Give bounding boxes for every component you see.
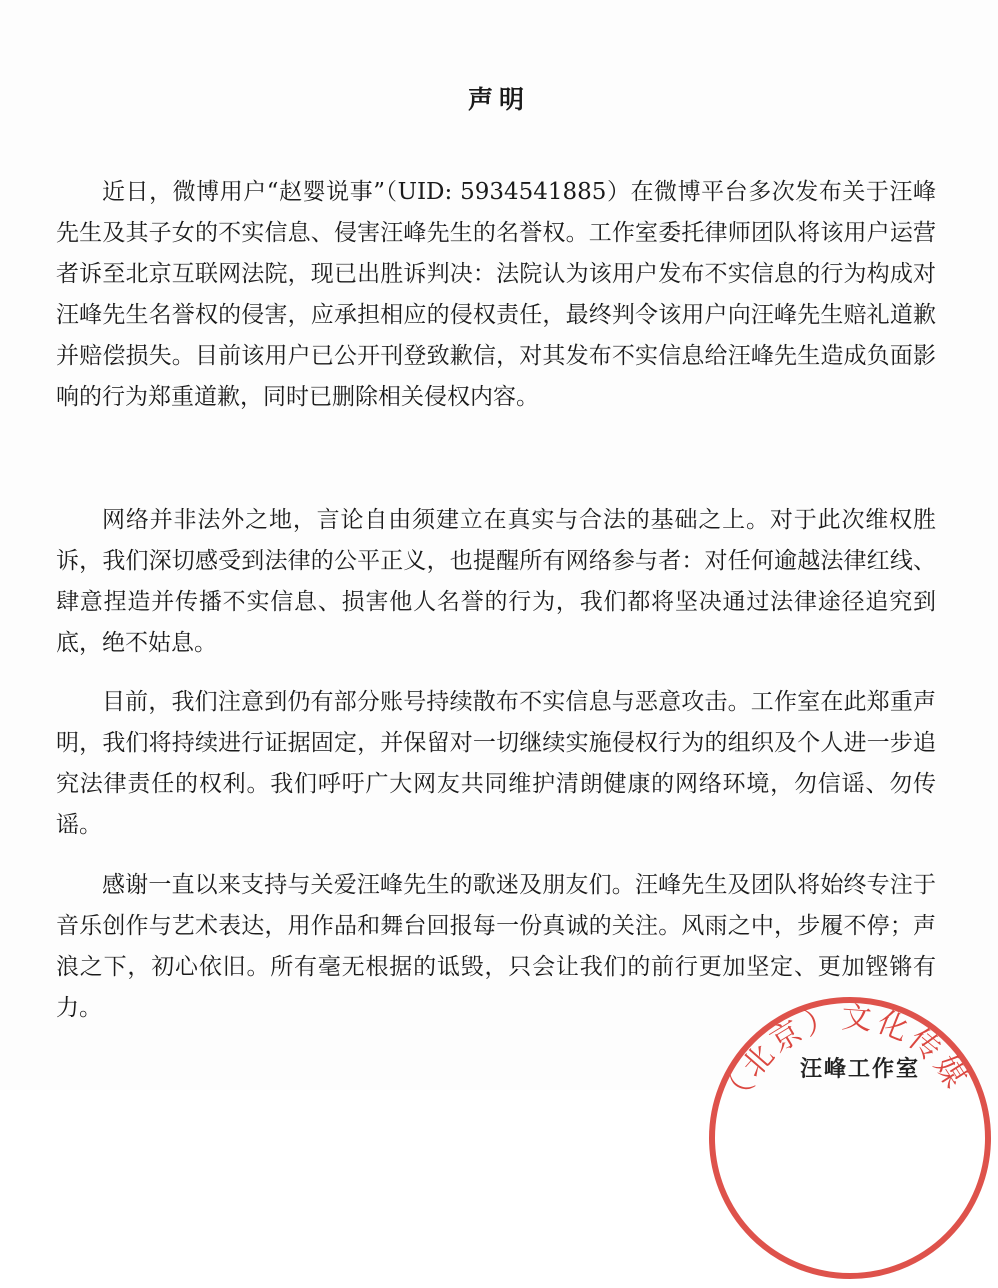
seal-text: （北京）文化传媒 <box>717 1000 975 1114</box>
paragraph-1: 近日，微博用户“赵婴说事”（UID: 5934541885）在微博平台多次发布关于汪峰先生及其子女的不实信息、侵害汪峰先生的名誉权。工作室委托律师团队将该用户运营者诉至北京互联网法院，现已出胜诉判决：法院认为该用户发布不实信息的行为构成对汪峰先生名誉权的侵害，应承担相应的侵权责任，最终判令该用户向汪峰先生赔礼道歉并赔偿损失。目前该用户已公开刊登致歉信，对其发布不实信息给汪峰先生造成负面影响的行为郑重道歉，同时已删除相关侵权内容。 <box>56 179 936 410</box>
paragraph-4: 感谢一直以来支持与关爱汪峰先生的歌迷及朋友们。汪峰先生及团队将始终专注于音乐创作与艺术表达，用作品和舞台回报每一份真诚的关注。风雨之中，步履不停；声浪之下，初心依旧。所有毫无根据的诋毁，只会让我们的前行更加坚定、更加铿锵有力。 <box>56 872 936 1021</box>
paragraph-2: 网络并非法外之地，言论自由须建立在真实与合法的基础之上。对于此次维权胜诉，我们深切感受到法律的公平正义，也提醒所有网络参与者：对任何逾越法律红线、肆意捏造并传播不实信息、损害他人名誉的行为，我们都将坚决通过法律途径追究到底，绝不姑息。 <box>56 507 936 656</box>
signature: 汪峰工作室 <box>800 1056 921 1082</box>
company-seal-stamp <box>700 988 998 1288</box>
document-title: 声明 <box>467 85 530 114</box>
paragraph-3: 目前，我们注意到仍有部分账号持续散布不实信息与恶意攻击。工作室在此郑重声明，我们将持续进行证据固定，并保留对一切继续实施侵权行为的组织及个人进一步追究法律责任的权利。我们呼吁广大网友共同维护清朗健康的网络环境，勿信谣、勿传谣。 <box>56 689 936 838</box>
